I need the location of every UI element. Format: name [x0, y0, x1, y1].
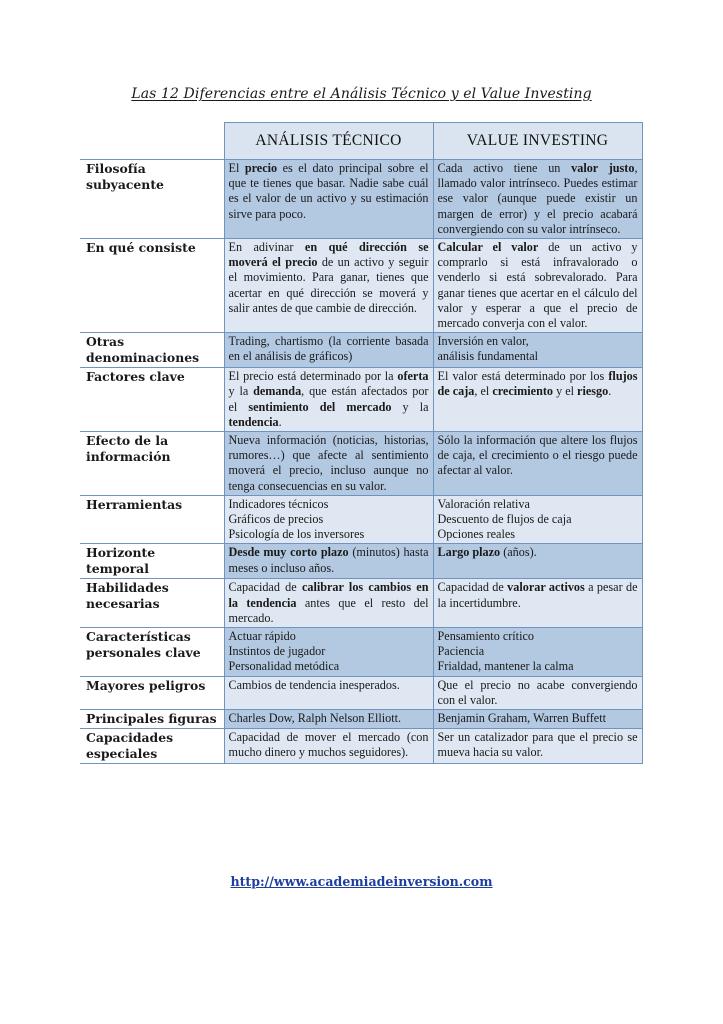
row-label: Herramientas — [80, 495, 224, 544]
row-label: Características personales clave — [80, 628, 224, 677]
cell-text: , que están afectados por el — [228, 384, 429, 414]
cell-text: Benjamin Graham, Warren Buffett — [437, 711, 606, 726]
cell-text: Frialdad, mantener la calma — [437, 659, 574, 674]
cell-text: . — [608, 384, 612, 399]
technical-analysis-cell — [224, 495, 433, 544]
row-label: Horizonte temporal — [80, 544, 224, 579]
cell-text: sentimiento del mercado — [248, 399, 392, 414]
row-label: Filosofía subyacente — [80, 160, 224, 239]
row-label: Capacidades especiales — [80, 729, 224, 764]
cell-text: Cada activo tiene un — [437, 161, 572, 175]
cell-text: Largo plazo — [437, 545, 501, 560]
cell-text: calibrar los cambios en la tendencia — [228, 580, 429, 610]
cell-text: de un activo y seguir el movimiento. Para ganar, tienes que acertar en qué dirección se moverá y salir antes de que cambie de dirección. — [228, 255, 429, 315]
value-investing-cell — [433, 676, 642, 709]
value-investing-cell — [433, 495, 642, 544]
cell-text: oferta — [397, 369, 429, 384]
value-investing-cell — [433, 239, 642, 333]
row-label: Efecto de la información — [80, 432, 224, 496]
technical-analysis-cell — [224, 579, 433, 628]
value-investing-cell — [433, 729, 642, 764]
table-header-row — [80, 123, 642, 160]
technical-analysis-cell — [224, 544, 433, 579]
cell-text: El precio está determinado por la — [228, 369, 398, 384]
cell-text: Pensamiento crítico — [437, 629, 534, 644]
cell-text: y el — [553, 384, 578, 399]
value-investing-cell — [433, 628, 642, 677]
cell-text: Ser un catalizador para que el precio se mueva hacia su valor. — [437, 730, 638, 760]
document-title: Las 12 Diferencias entre el Análisis Técnico y el Value Investing — [131, 86, 592, 102]
cell-text: El valor está determinado por los — [437, 369, 609, 384]
website-link[interactable]: http://www.academiadeinversion.com — [230, 874, 493, 889]
cell-text: , el — [474, 384, 493, 399]
cell-text: y la — [228, 384, 254, 399]
row-label: Habilidades necesarias — [80, 579, 224, 628]
row-label: Otras denominaciones — [80, 333, 224, 368]
cell-text: Descuento de flujos de caja — [437, 512, 572, 527]
technical-analysis-cell — [224, 729, 433, 764]
cell-text: antes que el resto del mercado. — [228, 595, 429, 625]
table-row — [80, 676, 642, 709]
cell-text: de un activo y comprarlo si está infravalorado o venderlo si está sobrevalorado. Para ganar tienes que acertar en el cálculo del valor y esperar a que el precio de mercado converja con el valor. — [437, 240, 638, 331]
value-investing-cell — [433, 368, 642, 432]
comparison-table — [80, 122, 643, 764]
table-row — [80, 729, 642, 764]
header-empty-cell — [80, 123, 224, 160]
cell-text: (minutos) hasta meses o incluso años. — [228, 545, 429, 575]
value-investing-cell — [433, 160, 642, 239]
cell-text: análisis fundamental — [437, 349, 539, 364]
cell-text: Valoración relativa — [437, 496, 530, 511]
cell-text: Instintos de jugador — [228, 644, 326, 659]
table-row — [80, 239, 642, 333]
row-label: Mayores peligros — [80, 676, 224, 709]
table-row — [80, 333, 642, 368]
cell-text: en qué dirección se moverá el precio — [228, 240, 429, 270]
cell-text: y la — [391, 399, 429, 414]
technical-analysis-cell — [224, 628, 433, 677]
cell-text: Personalidad metódica — [228, 659, 340, 674]
cell-text: Opciones reales — [437, 527, 515, 542]
technical-analysis-cell — [224, 710, 433, 729]
cell-text: (años). — [500, 545, 537, 560]
cell-text: Capacidad de — [228, 580, 302, 595]
cell-text: Inversión en valor, — [437, 334, 529, 349]
table-row — [80, 710, 642, 729]
technical-analysis-cell — [224, 160, 433, 239]
cell-text: Trading, chartismo (la corriente basada en el análisis de gráficos) — [228, 334, 429, 364]
cell-text: demanda — [253, 384, 302, 399]
table-row — [80, 628, 642, 677]
header-value-investing: VALUE INVESTING — [433, 123, 642, 160]
cell-text: Sólo la información que altere los flujos de caja, el crecimiento o el riesgo puede afectar al valor. — [437, 433, 638, 478]
table-row — [80, 579, 642, 628]
value-investing-cell — [433, 544, 642, 579]
technical-analysis-cell — [224, 432, 433, 496]
technical-analysis-cell — [224, 676, 433, 709]
cell-text: riesgo — [577, 384, 609, 399]
cell-text: Psicología de los inversores — [228, 527, 365, 542]
value-investing-cell — [433, 432, 642, 496]
table-row — [80, 544, 642, 579]
cell-text: precio — [244, 161, 278, 175]
cell-text: Capacidad de mover el mercado (con mucho dinero y muchos seguidores). — [228, 730, 429, 760]
cell-text: Calcular el valor — [437, 240, 539, 255]
value-investing-cell — [433, 579, 642, 628]
cell-text: Que el precio no acabe convergiendo con el valor. — [437, 677, 638, 707]
row-label: Factores clave — [80, 368, 224, 432]
cell-text: Gráficos de precios — [228, 512, 324, 527]
cell-text: . — [278, 414, 282, 429]
cell-text: flujos de caja — [437, 369, 638, 399]
cell-text: valorar activos — [507, 580, 585, 595]
value-investing-cell — [433, 333, 642, 368]
table-row — [80, 160, 642, 239]
technical-analysis-cell — [224, 333, 433, 368]
cell-text: Capacidad de — [437, 580, 508, 595]
table-row — [80, 368, 642, 432]
cell-text: En adivinar — [228, 240, 305, 255]
cell-text: Desde muy corto plazo — [228, 545, 349, 560]
row-label: En qué consiste — [80, 239, 224, 333]
cell-text: crecimiento — [492, 384, 554, 399]
cell-text: tendencia — [228, 414, 279, 429]
cell-text: Actuar rápido — [228, 629, 296, 644]
table-row — [80, 432, 642, 496]
cell-text: , llamado valor intrínseco. Puedes estimar ese valor (aunque puede existir un margen de error) y el precio acabará convergiendo con su valor intrínseco. — [437, 161, 638, 236]
table-row — [80, 495, 642, 544]
cell-text: Nueva información (noticias, historias, rumores…) que afecte al sentimiento moverá el precio, incluso aunque no tenga consecuencias en su valor. — [228, 433, 429, 493]
cell-text: a pesar de la incertidumbre. — [437, 580, 638, 610]
cell-text: valor justo — [571, 161, 635, 175]
cell-text: Charles Dow, Ralph Nelson Elliott. — [228, 711, 402, 726]
cell-text: es el dato principal sobre el que te tienes que basar. Nadie sabe cuál es el valor de un activo y su estimación sirve para poco. — [228, 161, 429, 221]
cell-text: Indicadores técnicos — [228, 496, 329, 511]
header-technical-analysis: ANÁLISIS TÉCNICO — [224, 123, 433, 160]
value-investing-cell — [433, 710, 642, 729]
technical-analysis-cell — [224, 239, 433, 333]
cell-text: Cambios de tendencia inesperados. — [228, 677, 400, 692]
row-label: Principales figuras — [80, 710, 224, 729]
technical-analysis-cell — [224, 368, 433, 432]
cell-text: Paciencia — [437, 644, 485, 659]
cell-text: El — [228, 161, 245, 175]
